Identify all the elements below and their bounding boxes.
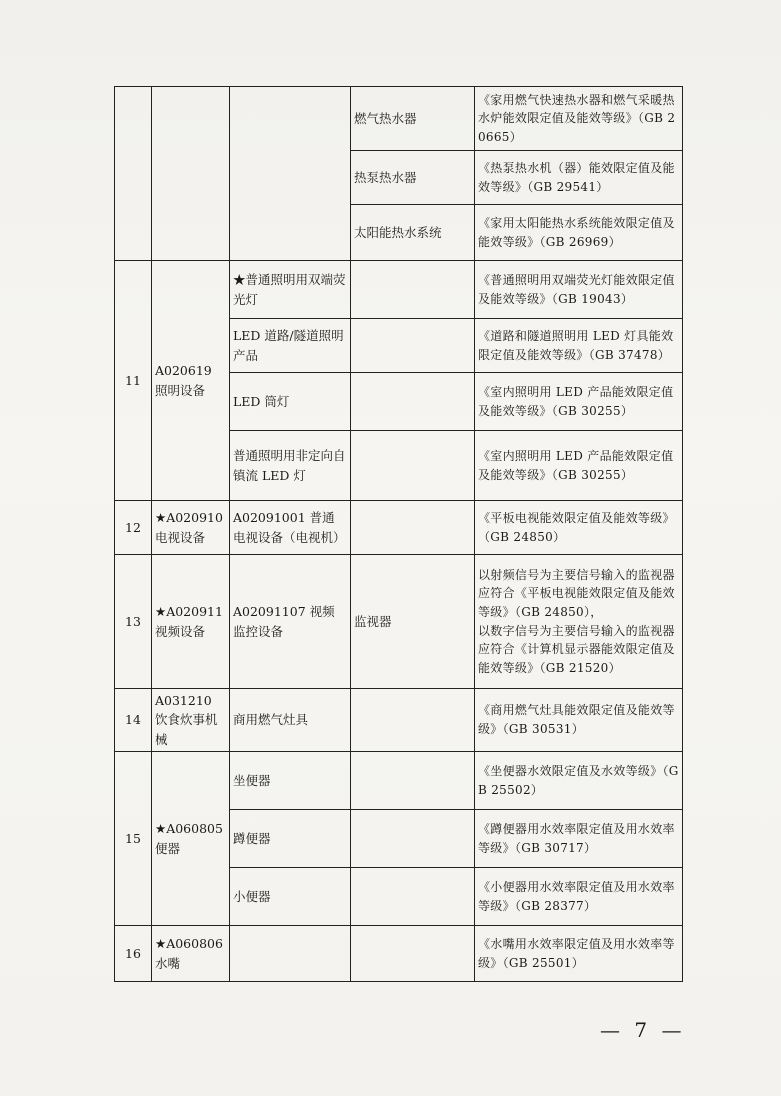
cell-standard: 《室内照明用 LED 产品能效限定值及能效等级》（GB 30255） <box>475 431 683 501</box>
table-row <box>115 501 683 555</box>
cell-subcategory: A02091001 普通电视设备（电视机） <box>230 501 351 555</box>
cell-standard: 《热泵热水机（器）能效限定值及能效等级》（GB 29541） <box>475 151 683 205</box>
cell-no: 11 <box>115 261 152 501</box>
cell-no: 14 <box>115 689 152 752</box>
cell-no: 16 <box>115 926 152 982</box>
cell-standard: 《普通照明用双端荧光灯能效限定值及能效等级》（GB 19043） <box>475 261 683 319</box>
energy-efficiency-table <box>114 86 683 982</box>
cell-subcategory: LED 道路/隧道照明产品 <box>230 319 351 373</box>
cell-product-name <box>351 373 475 431</box>
cell-standard: 《家用燃气快速热水器和燃气采暖热水炉能效限定值及能效等级》（GB 20665） <box>475 87 683 151</box>
cell-subcategory: A02091107 视频监控设备 <box>230 555 351 689</box>
cell-standard: 《商用燃气灶具能效限定值及能效等级》（GB 30531） <box>475 689 683 752</box>
cell-standard: 《蹲便器用水效率限定值及用水效率等级》（GB 30717） <box>475 810 683 868</box>
cell-code: ★A020910 电视设备 <box>152 501 230 555</box>
table-row <box>115 87 683 151</box>
cell-product-name: 太阳能热水系统 <box>351 205 475 261</box>
cell-code: A020619 照明设备 <box>152 261 230 501</box>
cell-standard: 《道路和隧道照明用 LED 灯具能效限定值及能效等级》（GB 37478） <box>475 319 683 373</box>
cell-no: 15 <box>115 752 152 926</box>
cell-product-name <box>351 319 475 373</box>
cell-code: ★A020911 视频设备 <box>152 555 230 689</box>
cell-code: A031210 饮食炊事机械 <box>152 689 230 752</box>
cell-product-name <box>351 926 475 982</box>
cell-no <box>115 87 152 261</box>
cell-standard: 《室内照明用 LED 产品能效限定值及能效等级》（GB 30255） <box>475 373 683 431</box>
cell-subcategory: 小便器 <box>230 868 351 926</box>
cell-code: ★A060806 水嘴 <box>152 926 230 982</box>
cell-product-name <box>351 810 475 868</box>
cell-product-name <box>351 689 475 752</box>
table-row <box>115 752 683 810</box>
cell-standard: 《坐便器水效限定值及水效等级》（GB 25502） <box>475 752 683 810</box>
cell-product-name <box>351 868 475 926</box>
cell-subcategory: LED 筒灯 <box>230 373 351 431</box>
cell-code: ★A060805 便器 <box>152 752 230 926</box>
cell-subcategory: 普通照明用非定向自镇流 LED 灯 <box>230 431 351 501</box>
cell-subcategory: ★普通照明用双端荧光灯 <box>230 261 351 319</box>
cell-subcategory: 商用燃气灶具 <box>230 689 351 752</box>
table-row <box>115 261 683 319</box>
cell-standard: 《水嘴用水效率限定值及用水效率等级》（GB 25501） <box>475 926 683 982</box>
page-number: — 7 — <box>600 1018 686 1042</box>
cell-subcategory <box>230 87 351 261</box>
cell-standard: 《家用太阳能热水系统能效限定值及能效等级》（GB 26969） <box>475 205 683 261</box>
cell-standard: 以射频信号为主要信号输入的监视器应符合《平板电视能效限定值及能效等级》（GB 24850）， 以数字信号为主要信号输入的监视器应符合《计算机显示器能效限定值及能效等级》（GB 21520） <box>475 555 683 689</box>
cell-product-name <box>351 752 475 810</box>
cell-code <box>152 87 230 261</box>
cell-product-name: 监视器 <box>351 555 475 689</box>
cell-product-name <box>351 261 475 319</box>
cell-no: 13 <box>115 555 152 689</box>
cell-product-name <box>351 501 475 555</box>
table-row <box>115 689 683 752</box>
cell-standard: 《平板电视能效限定值及能效等级》（GB 24850） <box>475 501 683 555</box>
cell-subcategory: 蹲便器 <box>230 810 351 868</box>
cell-product-name <box>351 431 475 501</box>
cell-standard: 《小便器用水效率限定值及用水效率等级》（GB 28377） <box>475 868 683 926</box>
cell-no: 12 <box>115 501 152 555</box>
table-row <box>115 926 683 982</box>
cell-subcategory <box>230 926 351 982</box>
cell-product-name: 热泵热水器 <box>351 151 475 205</box>
cell-subcategory: 坐便器 <box>230 752 351 810</box>
cell-product-name: 燃气热水器 <box>351 87 475 151</box>
table-row <box>115 555 683 689</box>
